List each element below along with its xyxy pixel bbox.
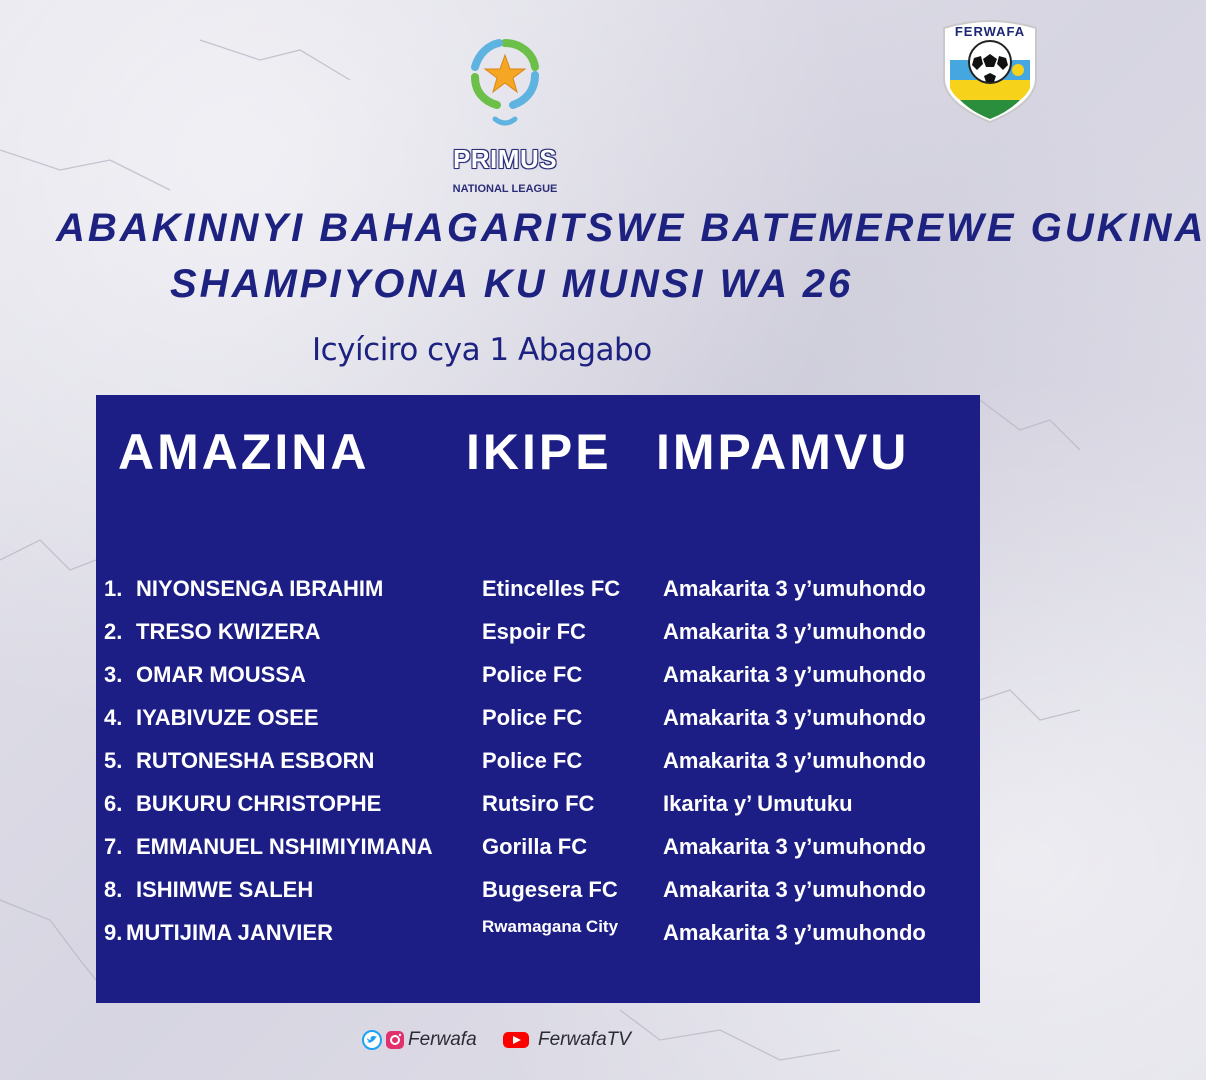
primus-wordmark: PRIMUS — [452, 144, 558, 174]
suspension-reason: Amakarita 3 y’umuhondo — [663, 920, 926, 945]
player-name: TRESO KWIZERA — [136, 619, 321, 644]
suspension-reason: Ikarita y’ Umutuku — [663, 791, 853, 816]
suspension-reason: Amakarita 3 y’umuhondo — [663, 834, 926, 859]
ferwafa-tv-handle[interactable]: FerwafaTV — [538, 1029, 631, 1050]
row-number: 3. — [104, 662, 123, 687]
player-name: IYABIVUZE OSEE — [136, 705, 319, 730]
suspension-reason: Amakarita 3 y’umuhondo — [663, 877, 926, 902]
team-name: Gorilla FC — [482, 834, 588, 859]
suspension-reason: Amakarita 3 y’umuhondo — [663, 748, 926, 773]
suspension-reason: Amakarita 3 y’umuhondo — [663, 619, 926, 644]
row-number: 5. — [104, 748, 123, 773]
team-name: Police FC — [482, 662, 583, 687]
header-team: IKIPE — [466, 424, 612, 480]
player-name: MUTIJIMA JANVIER — [126, 920, 333, 945]
team-name: Police FC — [482, 705, 583, 730]
ferwafa-handle[interactable]: Ferwafa — [408, 1029, 477, 1050]
team-name: Rutsiro FC — [482, 791, 595, 816]
team-name: Bugesera FC — [482, 877, 618, 902]
social-footer — [0, 1026, 1080, 1056]
row-number: 7. — [104, 834, 123, 859]
header-reason: IMPAMVU — [656, 424, 910, 480]
table-row — [0, 660, 1080, 703]
row-number: 8. — [104, 877, 123, 902]
player-name: EMMANUEL NSHIMIYIMANA — [136, 834, 433, 859]
title-line-1: ABAKINNYI BAHAGARITSWE BATEMEREWE GUKINA — [56, 206, 1206, 250]
table-row — [0, 617, 1080, 660]
primus-national-league-logo — [440, 30, 570, 195]
row-number: 9. — [104, 920, 123, 945]
player-name: RUTONESHA ESBORN — [136, 748, 375, 773]
team-name: Police FC — [482, 748, 583, 773]
suspension-reason: Amakarita 3 y’umuhondo — [663, 705, 926, 730]
row-number: 2. — [104, 619, 123, 644]
player-name: BUKURU CHRISTOPHE — [136, 791, 382, 816]
row-number: 4. — [104, 705, 123, 730]
title-line-2: SHAMPIYONA KU MUNSI WA 26 — [170, 262, 854, 306]
team-name: Rwamagana City — [482, 917, 619, 936]
team-name: Espoir FC — [482, 619, 586, 644]
player-name: OMAR MOUSSA — [136, 662, 306, 687]
table-row — [0, 574, 1080, 617]
row-number: 6. — [104, 791, 123, 816]
ferwafa-wordmark: FERWAFA — [954, 24, 1026, 39]
table-row — [0, 789, 1080, 832]
ferwafa-logo — [938, 18, 1042, 126]
instagram-icon[interactable] — [385, 1030, 405, 1050]
table-row — [0, 918, 1080, 961]
division-subtitle: Icyíciro cya 1 Abagabo — [312, 332, 652, 368]
table-row — [0, 746, 1080, 789]
youtube-icon[interactable] — [502, 1030, 530, 1050]
table-row — [0, 703, 1080, 746]
team-name: Etincelles FC — [482, 576, 621, 601]
row-number: 1. — [104, 576, 123, 601]
primus-star-icon — [465, 35, 545, 135]
twitter-icon[interactable] — [362, 1030, 382, 1050]
player-name: NIYONSENGA IBRAHIM — [136, 576, 384, 601]
suspension-reason: Amakarita 3 y’umuhondo — [663, 576, 926, 601]
table-row — [0, 832, 1080, 875]
player-name: ISHIMWE SALEH — [136, 877, 314, 902]
header-name: AMAZINA — [118, 424, 370, 480]
suspension-reason: Amakarita 3 y’umuhondo — [663, 662, 926, 687]
national-league-label: NATIONAL LEAGUE — [452, 183, 558, 195]
